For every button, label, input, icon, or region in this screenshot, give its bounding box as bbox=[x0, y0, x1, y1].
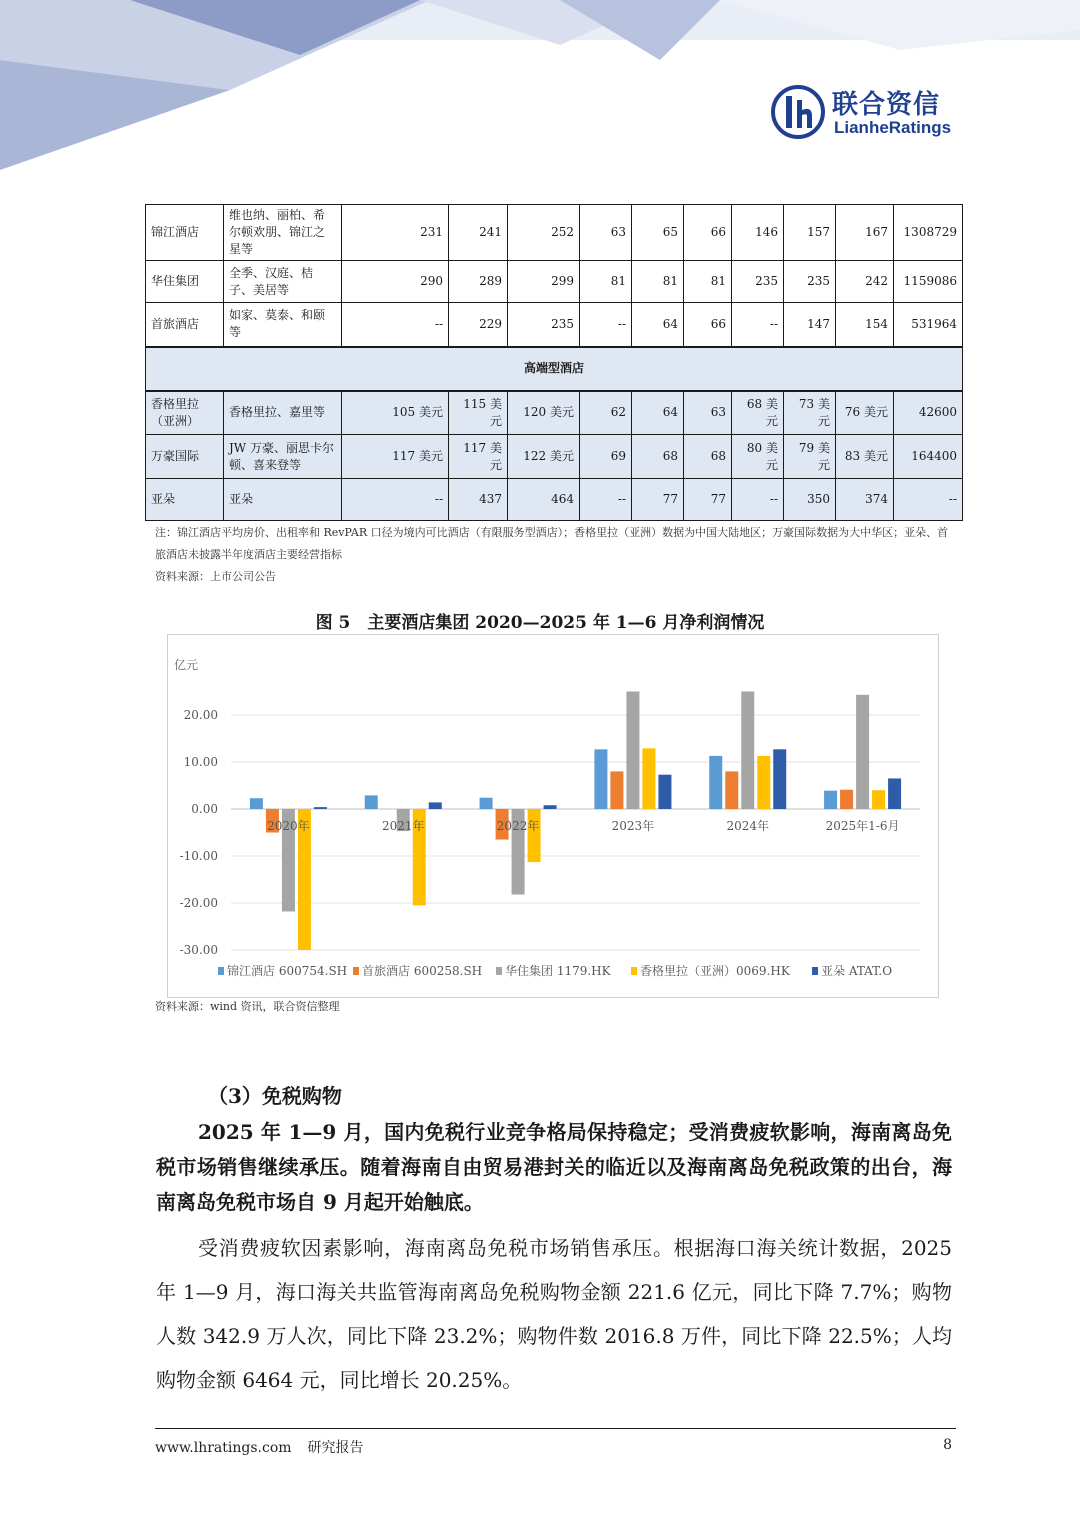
logo-text-cn: 联合资信 bbox=[832, 90, 941, 120]
chart-container bbox=[167, 634, 939, 998]
legend-label: 锦江酒店 600754.SH bbox=[227, 964, 348, 978]
value-cell: 68 bbox=[684, 435, 732, 479]
table-row bbox=[146, 205, 963, 261]
hotel-group-cell: 香格里拉（亚洲） bbox=[146, 391, 224, 435]
table-row bbox=[146, 435, 963, 479]
value-cell: 235 bbox=[508, 303, 580, 347]
value-cell: 64 bbox=[632, 303, 684, 347]
value-cell: 146 bbox=[732, 205, 784, 261]
x-category-label: 2024年 bbox=[726, 819, 770, 833]
value-cell: 117 美元 bbox=[342, 435, 449, 479]
logo-text-en: LianheRatings bbox=[834, 118, 952, 137]
bar-3 bbox=[741, 692, 754, 810]
value-cell: 105 美元 bbox=[342, 391, 449, 435]
bar-1 bbox=[709, 756, 722, 809]
value-cell: 1159086 bbox=[894, 261, 963, 303]
value-cell: 69 bbox=[580, 435, 632, 479]
hotel-group-cell: 首旅酒店 bbox=[146, 303, 224, 347]
bar-1 bbox=[824, 791, 837, 809]
hotel-brands-cell: 维也纳、丽柏、希尔顿欢朋、锦江之星等 bbox=[224, 205, 342, 261]
bar-5 bbox=[314, 807, 327, 809]
value-cell: 242 bbox=[836, 261, 894, 303]
value-cell: 299 bbox=[508, 261, 580, 303]
section-title: （3）免税购物 bbox=[208, 1084, 342, 1108]
legend-swatch bbox=[812, 967, 818, 975]
value-cell: 65 bbox=[632, 205, 684, 261]
body-paragraph: 受消费疲软因素影响，海南离岛免税市场销售承压。根据海口海关统计数据，2025 年 1—9 月，海口海关共监管海南离岛免税购物金额 221.6 亿元，同比下降 7.7%；购物人数 342.9 万人次，同比下降 23.2%；购物件数 2016.8 万件，同比下降 22.5%；人均购物金额 6464 元，同比增长 20.25%。 bbox=[156, 1236, 952, 1392]
bar-1 bbox=[365, 795, 378, 809]
value-cell: -- bbox=[732, 479, 784, 521]
value-cell: 157 bbox=[784, 205, 836, 261]
bar-2 bbox=[725, 771, 738, 809]
bar-5 bbox=[658, 775, 671, 809]
legend-label: 首旅酒店 600258.SH bbox=[362, 964, 483, 978]
bar-5 bbox=[773, 749, 786, 809]
footer-info bbox=[155, 1437, 364, 1457]
page-number: 8 bbox=[943, 1437, 952, 1453]
bar-1 bbox=[250, 798, 263, 809]
table-note: 注：锦江酒店平均房价、出租率和 RevPAR 口径为境内可比酒店（有限服务型酒店）；香格里拉（亚洲）数据为中国大陆地区；万豪国际数据为大中华区；亚朵、首旅酒店未披露半年度酒店主要经营指标 bbox=[155, 526, 949, 561]
hotel-table bbox=[145, 204, 963, 521]
figure-source: 资料来源：wind 资讯，联合资信整理 bbox=[155, 1000, 340, 1013]
value-cell: 66 bbox=[684, 205, 732, 261]
value-cell: -- bbox=[894, 479, 963, 521]
value-cell: 81 bbox=[684, 261, 732, 303]
value-cell: 167 bbox=[836, 205, 894, 261]
table-source: 资料来源：上市公司公告 bbox=[155, 570, 276, 583]
x-category-label: 2020年 bbox=[267, 819, 310, 833]
hotel-brands-cell: 香格里拉、嘉里等 bbox=[224, 391, 342, 435]
bar-2 bbox=[840, 790, 853, 809]
value-cell: 77 bbox=[684, 479, 732, 521]
table-row bbox=[146, 261, 963, 303]
value-cell: -- bbox=[580, 303, 632, 347]
hotel-group-cell: 万豪国际 bbox=[146, 435, 224, 479]
value-cell: 464 bbox=[508, 479, 580, 521]
value-cell: 235 bbox=[732, 261, 784, 303]
value-cell: 62 bbox=[580, 391, 632, 435]
value-cell: 42600 bbox=[894, 391, 963, 435]
value-cell: 437 bbox=[449, 479, 508, 521]
value-cell: -- bbox=[342, 303, 449, 347]
value-cell: 76 美元 bbox=[836, 391, 894, 435]
bar-5 bbox=[544, 805, 557, 809]
y-axis-unit: 亿元 bbox=[174, 658, 199, 672]
company-logo bbox=[770, 84, 970, 144]
hotel-brands-cell: JW 万豪、丽思卡尔顿、喜来登等 bbox=[224, 435, 342, 479]
value-cell: 374 bbox=[836, 479, 894, 521]
bar-3 bbox=[856, 695, 869, 809]
footer-website[interactable]: www.lhratings.com bbox=[155, 1440, 292, 1456]
x-category-label: 2025年1-6月 bbox=[825, 819, 900, 833]
value-cell: 79 美元 bbox=[784, 435, 836, 479]
x-category-label: 2023年 bbox=[611, 819, 655, 833]
value-cell: 154 bbox=[836, 303, 894, 347]
hotel-group-cell: 锦江酒店 bbox=[146, 205, 224, 261]
y-tick-label: 20.00 bbox=[183, 708, 218, 722]
table-section-row bbox=[146, 347, 963, 391]
y-tick-label: -20.00 bbox=[179, 896, 218, 910]
value-cell: 235 bbox=[784, 261, 836, 303]
bar-5 bbox=[888, 778, 901, 809]
hotel-group-cell: 亚朵 bbox=[146, 479, 224, 521]
value-cell: 63 bbox=[580, 205, 632, 261]
table-row bbox=[146, 303, 963, 347]
value-cell: 531964 bbox=[894, 303, 963, 347]
table-row bbox=[146, 479, 963, 521]
table-row bbox=[146, 391, 963, 435]
value-cell: 241 bbox=[449, 205, 508, 261]
value-cell: 83 美元 bbox=[836, 435, 894, 479]
section-label: 高端型酒店 bbox=[146, 347, 963, 391]
value-cell: 66 bbox=[684, 303, 732, 347]
net-profit-chart bbox=[168, 635, 938, 997]
value-cell: 115 美元 bbox=[449, 391, 508, 435]
footer-doc-type: 研究报告 bbox=[307, 1440, 364, 1456]
key-paragraph: 2025 年 1—9 月，国内免税行业竞争格局保持稳定；受消费疲软影响，海南离岛免税市场销售继续承压。随着海南自由贸易港封关的临近以及海南离岛免税政策的出台，海南离岛免税市场自 9 月起开始触底。 bbox=[156, 1120, 952, 1214]
value-cell: 147 bbox=[784, 303, 836, 347]
bar-1 bbox=[480, 798, 493, 809]
bar-4 bbox=[528, 809, 541, 862]
bar-4 bbox=[872, 790, 885, 809]
x-category-label: 2022年 bbox=[496, 819, 540, 833]
legend-swatch bbox=[631, 967, 637, 975]
hotel-brands-cell: 全季、汉庭、桔子、美居等 bbox=[224, 261, 342, 303]
x-category-label: 2021年 bbox=[381, 819, 425, 833]
value-cell: 68 bbox=[632, 435, 684, 479]
value-cell: 289 bbox=[449, 261, 508, 303]
value-cell: 229 bbox=[449, 303, 508, 347]
bar-2 bbox=[610, 771, 623, 809]
value-cell: 68 美元 bbox=[732, 391, 784, 435]
value-cell: 120 美元 bbox=[508, 391, 580, 435]
value-cell: 1308729 bbox=[894, 205, 963, 261]
value-cell: 252 bbox=[508, 205, 580, 261]
value-cell: 63 bbox=[684, 391, 732, 435]
legend-swatch bbox=[496, 967, 502, 975]
bar-1 bbox=[594, 749, 607, 809]
legend-label: 华住集团 1179.HK bbox=[505, 964, 611, 978]
value-cell: 231 bbox=[342, 205, 449, 261]
y-tick-label: -30.00 bbox=[179, 943, 218, 957]
hotel-brands-cell: 如家、莫泰、和颐等 bbox=[224, 303, 342, 347]
bar-4 bbox=[757, 756, 770, 809]
legend-label: 亚朵 ATAT.O bbox=[821, 964, 893, 978]
bar-5 bbox=[429, 802, 442, 809]
y-tick-label: 10.00 bbox=[183, 755, 218, 769]
bar-3 bbox=[626, 692, 639, 810]
value-cell: 350 bbox=[784, 479, 836, 521]
value-cell: 73 美元 bbox=[784, 391, 836, 435]
figure-title: 图 5 主要酒店集团 2020—2025 年 1—6 月净利润情况 bbox=[315, 613, 765, 633]
legend-label: 香格里拉（亚洲）0069.HK bbox=[640, 964, 790, 978]
value-cell: 64 bbox=[632, 391, 684, 435]
lianhe-logo-icon bbox=[770, 84, 826, 140]
value-cell: -- bbox=[580, 479, 632, 521]
value-cell: 77 bbox=[632, 479, 684, 521]
y-tick-label: 0.00 bbox=[191, 802, 218, 816]
y-tick-label: -10.00 bbox=[179, 849, 218, 863]
value-cell: 81 bbox=[632, 261, 684, 303]
hotel-brands-cell: 亚朵 bbox=[224, 479, 342, 521]
value-cell: -- bbox=[732, 303, 784, 347]
value-cell: 122 美元 bbox=[508, 435, 580, 479]
value-cell: 164400 bbox=[894, 435, 963, 479]
bar-4 bbox=[642, 748, 655, 809]
hotel-group-cell: 华住集团 bbox=[146, 261, 224, 303]
legend-swatch bbox=[218, 967, 224, 975]
legend-swatch bbox=[353, 967, 359, 975]
footer-divider bbox=[155, 1428, 956, 1429]
value-cell: 290 bbox=[342, 261, 449, 303]
value-cell: 81 bbox=[580, 261, 632, 303]
value-cell: 80 美元 bbox=[732, 435, 784, 479]
value-cell: 117 美元 bbox=[449, 435, 508, 479]
value-cell: -- bbox=[342, 479, 449, 521]
